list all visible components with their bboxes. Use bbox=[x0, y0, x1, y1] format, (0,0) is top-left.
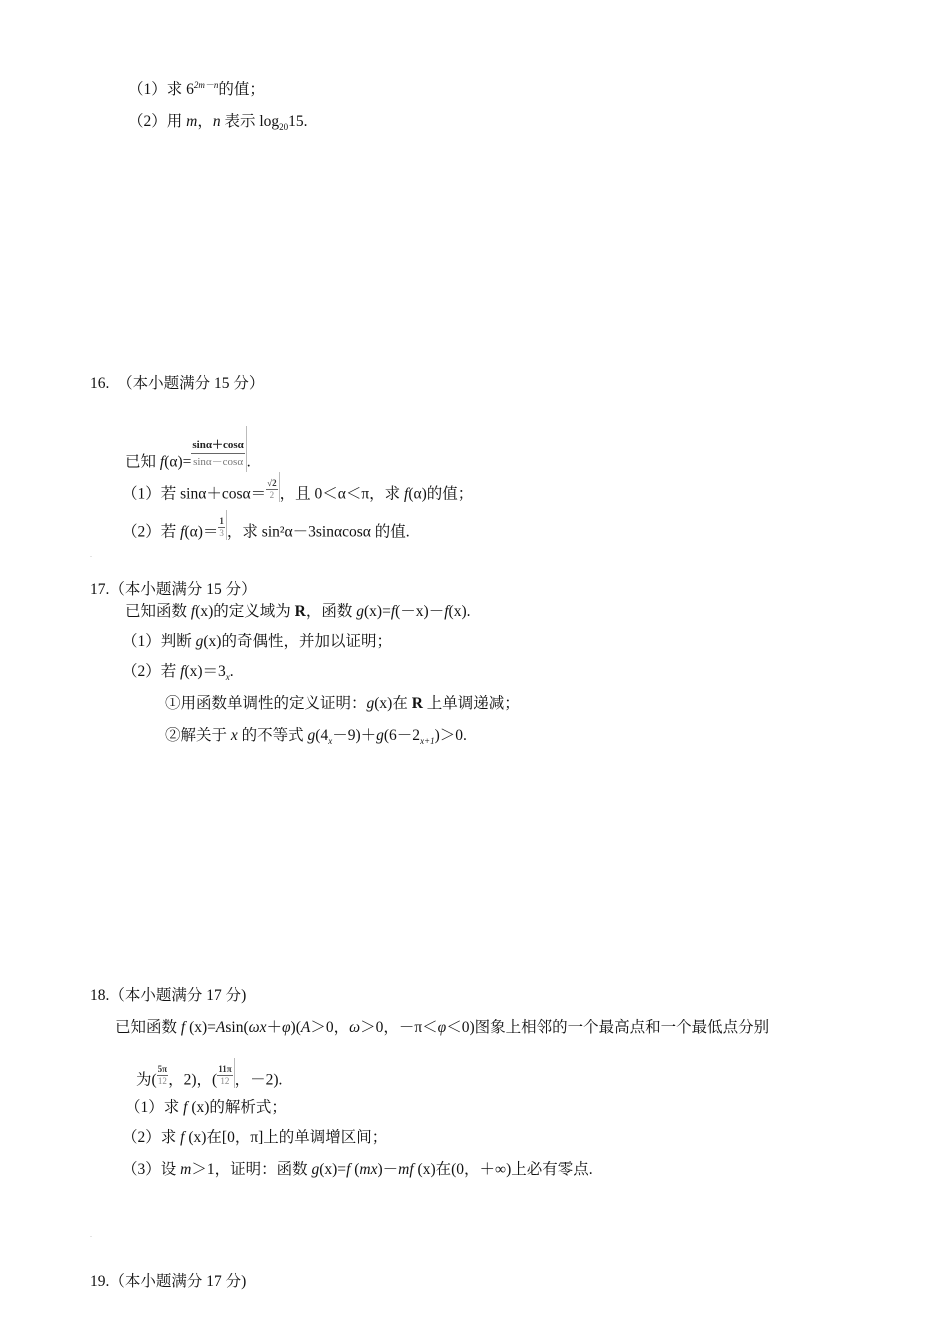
q17-part1: （1）判断 g(x)的奇偶性，并加以证明； bbox=[122, 633, 392, 650]
q16-part1-fraction: $\frac{√2}{2}$ bbox=[267, 477, 277, 500]
q18-point1-fraction: $\frac{5\pi}{12}$ bbox=[157, 1063, 168, 1086]
q17-given: 已知函数 f(x)的定义域为 R，函数 g(x)=f(－x)－f(x). bbox=[125, 603, 471, 620]
q18-given: 已知函数 f (x)=Asin(ωx＋φ)(A＞0，ω＞0，－π＜φ＜0)图象上相邻的一个最高点和一个最低点分别 bbox=[115, 1019, 770, 1036]
q18-point2-fraction: $\frac{11\pi}{12}$ bbox=[218, 1063, 232, 1086]
q16-part1: （1）若 sinα＋cosα＝ $\frac{√2}{2}$ ，且 0＜α＜π，求 f(α)的值； bbox=[122, 480, 473, 510]
q16-part2: （2）若 f(α)＝ $\frac{1}{3}$ ，求 sin²α－3sinαcosα 的值. bbox=[122, 518, 410, 548]
q18-part1: （1）求 f (x)的解析式； bbox=[125, 1099, 287, 1116]
q17-sub2: ②解关于 x 的不等式 $g(4_x-9)+g(6-2_{x+1})>0$. bbox=[165, 727, 467, 747]
q15-part2: （2）用 m，n 表示 $\log_{20}15$. bbox=[128, 113, 308, 133]
margin-dot: . bbox=[90, 1230, 92, 1239]
q17-part2: （2）若 $f(x)=3_x$. bbox=[122, 663, 234, 683]
q16-part2-fraction: $\frac{1}{3}$ bbox=[219, 515, 224, 538]
q16-header: 16. （本小题满分 15 分） bbox=[90, 375, 265, 392]
q15-part1: （1）求 $6^{2m-n}$的值； bbox=[128, 79, 265, 98]
q16-given: 已知 f(α)= $\frac{\sin\alpha+\cos\alpha}{\sin\alpha-\cos\alpha}$ . bbox=[125, 440, 251, 486]
q18-part3: （3）设 m＞1，证明：函数 g(x)=f (mx)－mf (x)在(0，＋∞)上必有零点. bbox=[122, 1161, 593, 1178]
margin-dot: . bbox=[90, 550, 92, 559]
q18-part2: （2）求 f (x)在[0，π]上的单调增区间； bbox=[122, 1129, 388, 1146]
q17-sub1: ①用函数单调性的定义证明：g(x)在 R 上单调递减； bbox=[165, 695, 520, 712]
q16-given-fraction: $\frac{\sin\alpha+\cos\alpha}{\sin\alpha-\cos\alpha}$ bbox=[192, 438, 244, 468]
q18-header: 18.（本小题满分 17 分) bbox=[90, 987, 247, 1004]
q17-header: 17.（本小题满分 15 分） bbox=[90, 581, 257, 598]
q19-header: 19.（本小题满分 17 分) bbox=[90, 1273, 247, 1290]
q18-points: 为( $\frac{5\pi}{12}$ ，2)，( $\frac{11\pi}{12}$ ，－2). bbox=[136, 1066, 282, 1096]
